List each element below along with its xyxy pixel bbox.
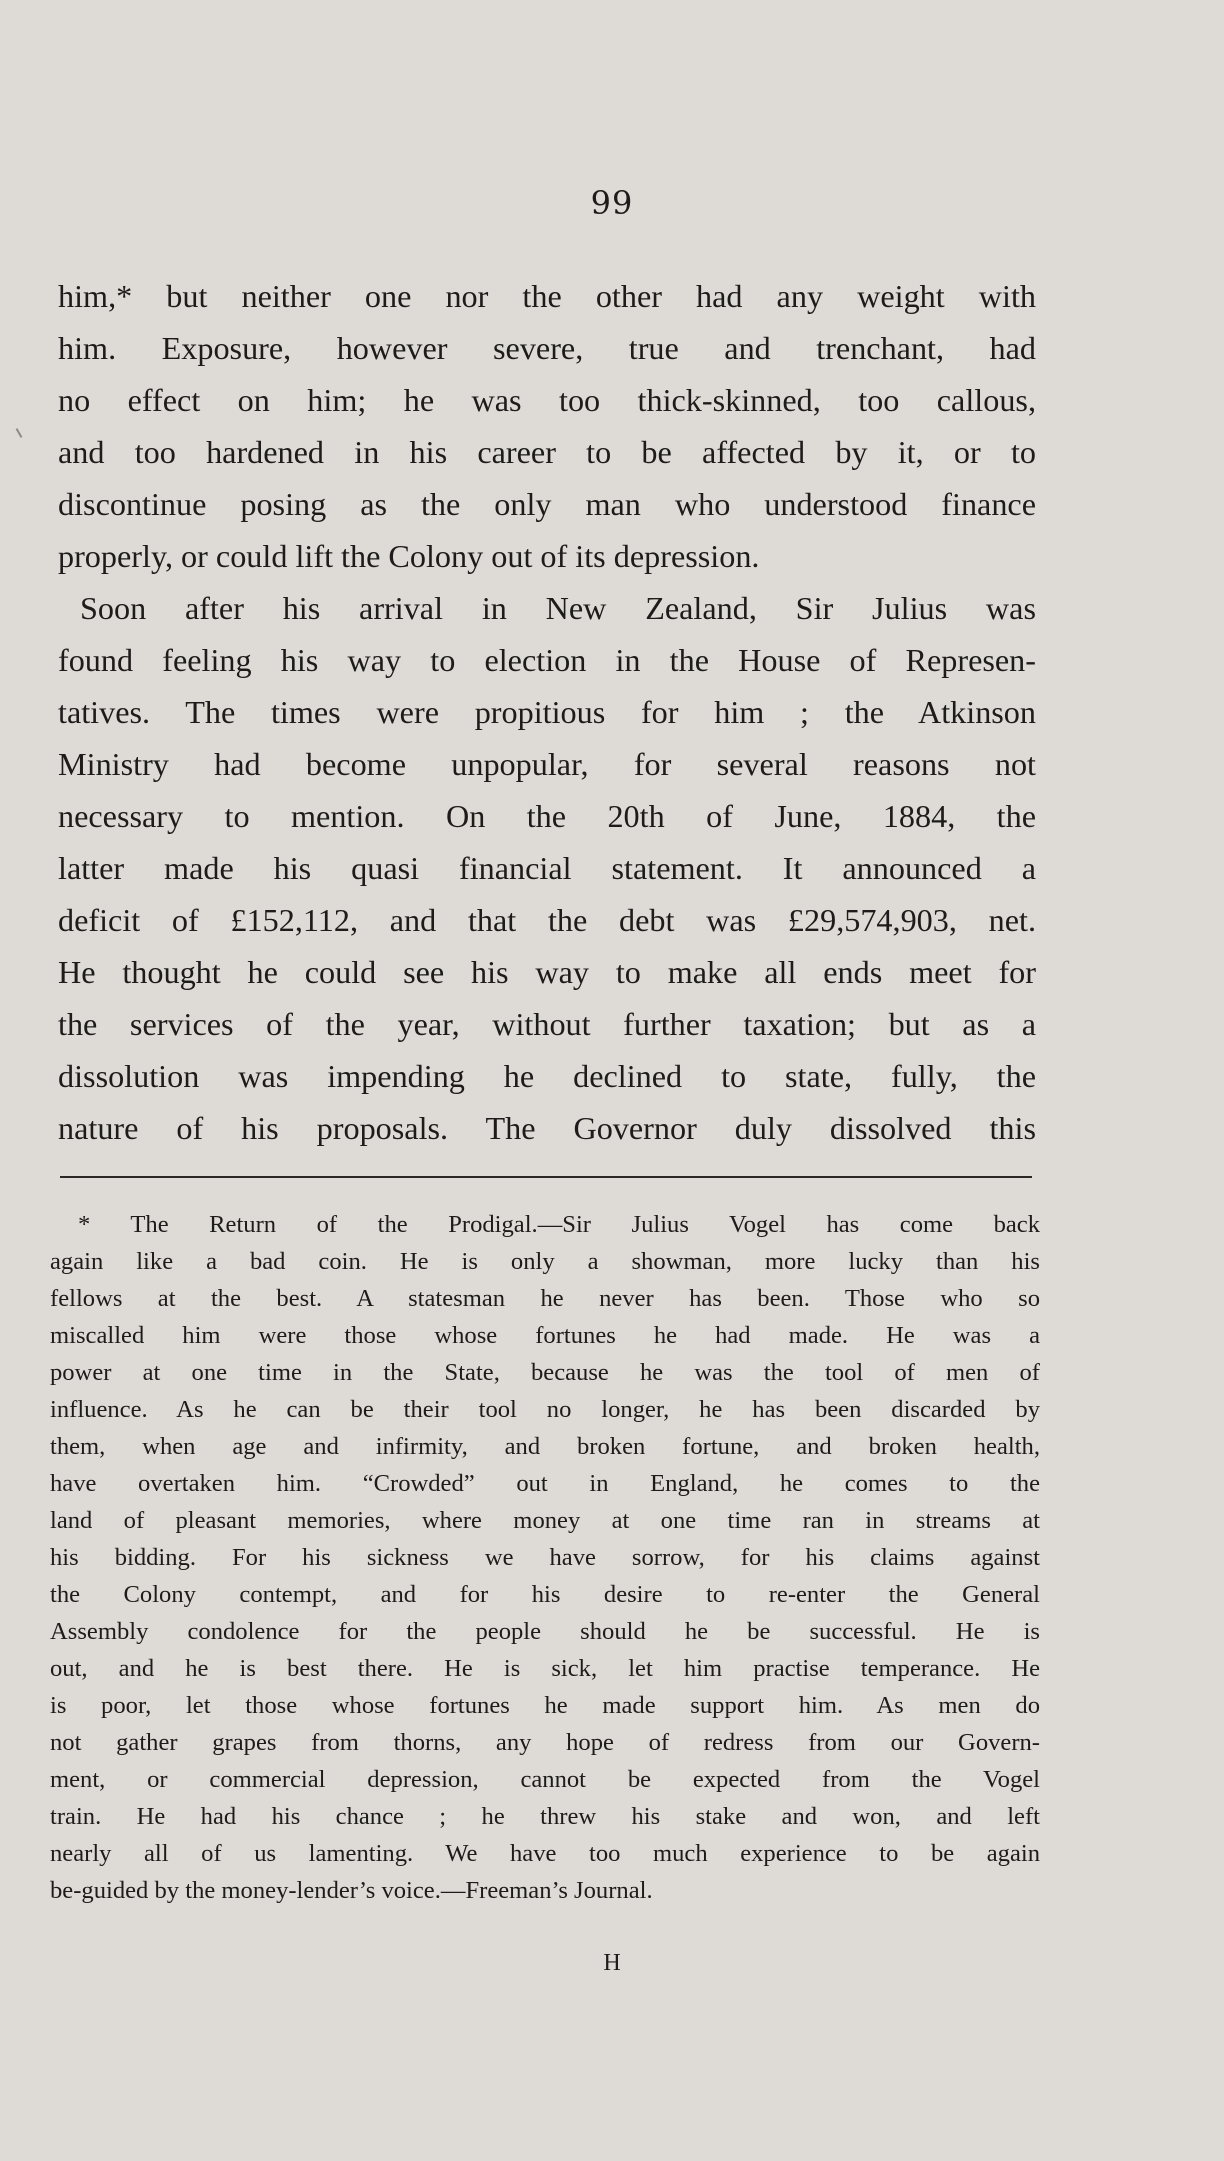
footnote-line: fellows at the best. A statesman he never has been. Those who so	[50, 1285, 1040, 1312]
margin-mark	[16, 428, 23, 438]
footnote-line: power at one time in the State, because he was the tool of men of	[50, 1359, 1040, 1386]
body-line: Soon after his arrival in New Zealand, Sir Julius was	[80, 590, 1036, 626]
body-line: the services of the year, without further taxation; but as a	[58, 1006, 1036, 1042]
page-number: 99	[590, 184, 634, 222]
body-text	[58, 270, 1036, 1154]
footnote-line: ment, or commercial depression, cannot be expected from the Vogel	[50, 1766, 1040, 1793]
footnote-line: out, and he is best there. He is sick, let him practise temperance. He	[50, 1655, 1040, 1682]
body-line: He thought he could see his way to make all ends meet for	[58, 954, 1036, 990]
signature-mark: H	[603, 1950, 621, 1976]
body-line: him,* but neither one nor the other had any weight with	[58, 278, 1036, 314]
body-line: properly, or could lift the Colony out of its depression.	[58, 538, 760, 574]
footnote-line: influence. As he can be their tool no longer, he has been discarded by	[50, 1396, 1040, 1423]
footnote-line: nearly all of us lamenting. We have too much experience to be again	[50, 1840, 1040, 1867]
body-line: deficit of £152,112, and that the debt was £29,574,903, net.	[58, 902, 1036, 938]
footnote-rule	[60, 1176, 1032, 1178]
body-line: no effect on him; he was too thick-skinned, too callous,	[58, 382, 1036, 418]
body-line: discontinue posing as the only man who understood finance	[58, 486, 1036, 522]
body-line: latter made his quasi financial statement. It announced a	[58, 850, 1036, 886]
footnote-line: them, when age and infirmity, and broken fortune, and broken health,	[50, 1433, 1040, 1460]
footnote	[50, 1206, 1040, 1909]
footnote-line: Assembly condolence for the people should he be successful. He is	[50, 1618, 1040, 1645]
body-line: found feeling his way to election in the House of Represen-	[58, 642, 1036, 678]
footnote-line: be-guided by the money-lender’s voice.—Freeman’s Journal.	[50, 1877, 653, 1904]
footnote-line: train. He had his chance ; he threw his stake and won, and left	[50, 1803, 1040, 1830]
body-line: him. Exposure, however severe, true and trenchant, had	[58, 330, 1036, 366]
footnote-line: land of pleasant memories, where money at one time ran in streams at	[50, 1507, 1040, 1534]
body-line: tatives. The times were propitious for him ; the Atkinson	[58, 694, 1036, 730]
footnote-line: not gather grapes from thorns, any hope of redress from our Govern-	[50, 1729, 1040, 1756]
footnote-line: miscalled him were those whose fortunes he had made. He was a	[50, 1322, 1040, 1349]
footnote-line: the Colony contempt, and for his desire to re-enter the General	[50, 1581, 1040, 1608]
body-line: Ministry had become unpopular, for several reasons not	[58, 746, 1036, 782]
footnote-line: again like a bad coin. He is only a showman, more lucky than his	[50, 1248, 1040, 1275]
body-line: and too hardened in his career to be affected by it, or to	[58, 434, 1036, 470]
footnote-line: have overtaken him. “Crowded” out in England, he comes to the	[50, 1470, 1040, 1497]
footnote-line: is poor, let those whose fortunes he made support him. As men do	[50, 1692, 1040, 1719]
body-line: nature of his proposals. The Governor duly dissolved this	[58, 1110, 1036, 1146]
footnote-line: * The Return of the Prodigal.—Sir Julius Vogel has come back	[78, 1211, 1040, 1238]
body-line: dissolution was impending he declined to state, fully, the	[58, 1058, 1036, 1094]
body-line: necessary to mention. On the 20th of June, 1884, the	[58, 798, 1036, 834]
footnote-line: his bidding. For his sickness we have sorrow, for his claims against	[50, 1544, 1040, 1571]
